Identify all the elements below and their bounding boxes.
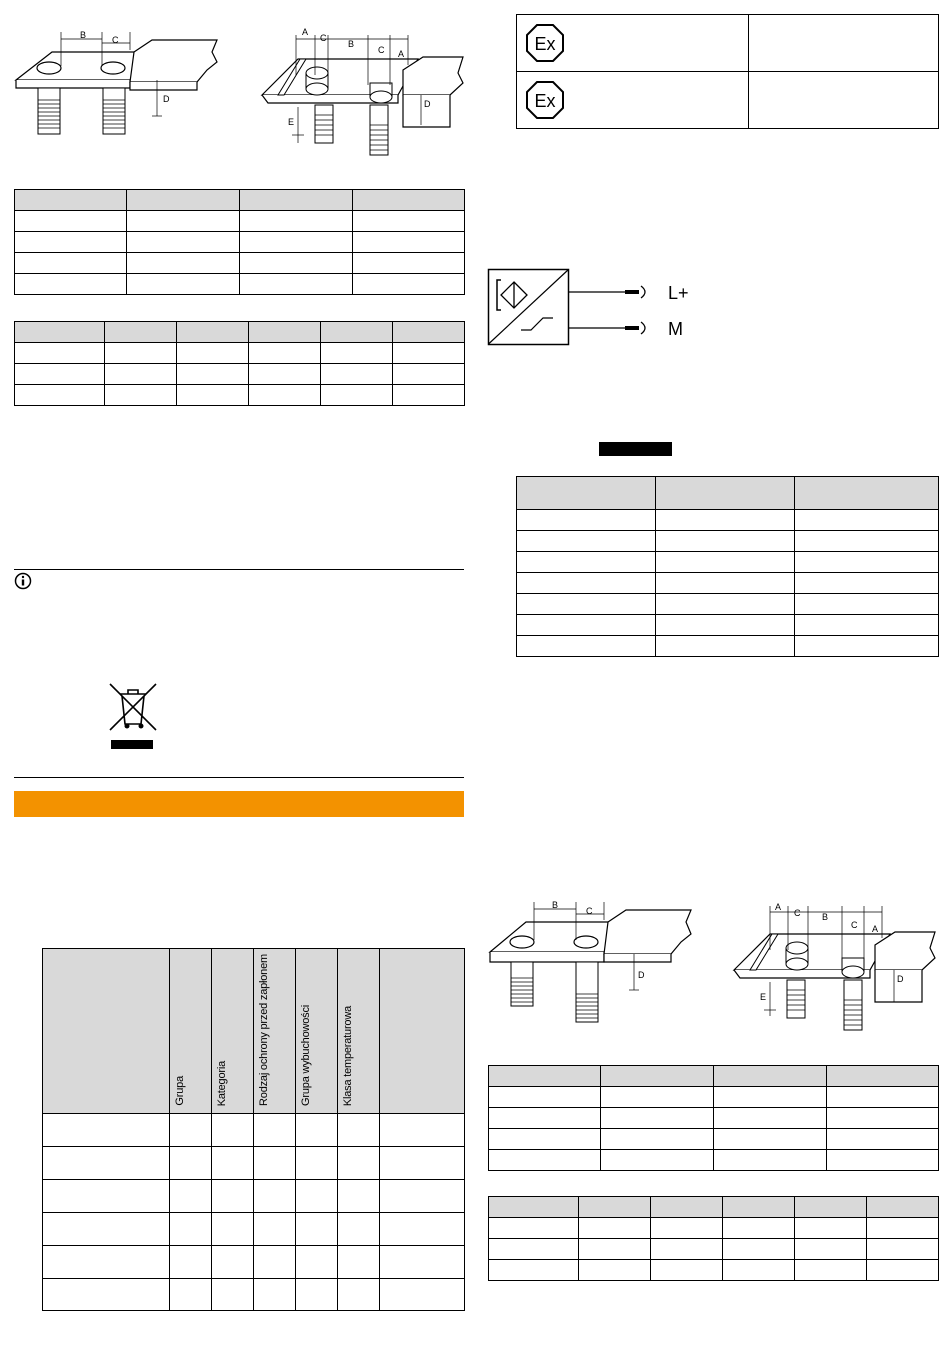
redaction-bar: [599, 442, 672, 456]
table-row: [517, 573, 939, 594]
table-header-cell: [601, 1066, 714, 1087]
mounting-diagram-flush-bottom: [486, 900, 696, 1030]
ex-hexagon-icon: [525, 23, 565, 63]
ex-marking-table: [516, 14, 939, 129]
table-header-cell: [795, 477, 939, 510]
dim-label-c-right: C: [378, 45, 385, 55]
table-header-cell: [249, 322, 321, 343]
distance-table-3: [488, 1065, 939, 1171]
dim-label-c-left: C: [320, 33, 327, 43]
connection-diagram: [487, 268, 707, 348]
terminal-label-m: M: [668, 319, 683, 339]
table-header-cell: [380, 949, 465, 1114]
table-header-cell: [240, 190, 353, 211]
table-header-cell: [517, 477, 656, 510]
dim-label-a-left: A: [302, 27, 309, 37]
table-row: [15, 385, 465, 406]
table-header-cell: [651, 1197, 723, 1218]
table-row: [517, 636, 939, 657]
table-row: [43, 1147, 465, 1180]
table-row: [15, 343, 465, 364]
table-header-cell: [321, 322, 393, 343]
note-divider: [14, 569, 464, 570]
table-row: [489, 1239, 939, 1260]
distance-table-4: [488, 1196, 939, 1281]
table-row: [489, 1129, 939, 1150]
table-header-cell: [795, 1197, 867, 1218]
table-row: [489, 1108, 939, 1129]
terminal-label-l-plus: L+: [668, 283, 689, 303]
table-row: [489, 1218, 939, 1239]
dim-label-c-right: C: [851, 920, 858, 930]
table-row: [43, 1180, 465, 1213]
dim-label-b: B: [348, 39, 355, 49]
dim-label-d: D: [163, 94, 170, 104]
table-header-cell: [827, 1066, 939, 1087]
table-row: [489, 1087, 939, 1108]
info-icon: [14, 572, 32, 590]
table-header-cell: [489, 1066, 601, 1087]
ex-classification-table: [42, 948, 465, 1311]
dim-label-c-left: C: [794, 908, 801, 918]
dim-label-d: D: [638, 970, 645, 980]
table-row: [489, 1260, 939, 1281]
dim-label-b: B: [822, 912, 829, 922]
ex-symbol-text: Ex: [534, 34, 556, 54]
table-row: [15, 364, 465, 385]
table-row: [517, 594, 939, 615]
table-header-cell: [15, 190, 127, 211]
section-divider: [14, 777, 464, 778]
dim-label-a-right: A: [872, 924, 879, 934]
mounting-diagram-flush-left: [12, 30, 222, 150]
table-row: [43, 1246, 465, 1279]
ex-header-temperature-class: Klasa temperaturowa: [338, 949, 380, 1114]
data-table: [516, 476, 939, 657]
ex-header-protection: Rodzaj ochrony przed zapłonem: [254, 949, 296, 1114]
table-row: [517, 510, 939, 531]
table-row: [517, 15, 939, 72]
ex-header-explosion-group: Grupa wybuchowości: [296, 949, 338, 1114]
dim-label-e: E: [760, 992, 767, 1002]
distance-table-1: [14, 189, 465, 295]
ex-hexagon-icon: [525, 80, 565, 120]
dim-label-e: E: [288, 117, 295, 127]
table-row: [517, 72, 939, 129]
table-row: [517, 615, 939, 636]
dim-label-b: B: [80, 30, 87, 40]
table-row: [517, 552, 939, 573]
table-row: [43, 1114, 465, 1147]
table-header-cell: [177, 322, 249, 343]
dim-label-c: C: [112, 35, 119, 45]
mounting-diagram-nonflush-right: [258, 25, 468, 160]
dim-label-a-right: A: [398, 49, 405, 59]
table-row: [517, 531, 939, 552]
table-header-cell: [105, 322, 177, 343]
mounting-diagram-nonflush-bottom: [730, 898, 940, 1038]
dim-label-b: B: [552, 900, 559, 910]
table-header-cell: [656, 477, 795, 510]
table-row: [489, 1150, 939, 1171]
table-header-cell: [127, 190, 240, 211]
table-header-cell: [579, 1197, 651, 1218]
table-row: [43, 1213, 465, 1246]
table-header-cell: [489, 1197, 579, 1218]
ex-header-category: Kategoria: [212, 949, 254, 1114]
crossed-bin-icon: [108, 680, 158, 752]
table-header-cell: [353, 190, 465, 211]
table-header-cell: [15, 322, 105, 343]
table-header-cell: [723, 1197, 795, 1218]
table-row: [43, 1279, 465, 1311]
dim-label-d: D: [897, 974, 904, 984]
table-header-cell: [43, 949, 170, 1114]
table-row: [15, 274, 465, 295]
dim-label-a-left: A: [775, 902, 782, 912]
dim-label-d: D: [424, 99, 431, 109]
section-accent-bar: [14, 791, 464, 817]
distance-table-2: [14, 321, 465, 406]
table-row: [15, 232, 465, 253]
table-header-cell: [867, 1197, 939, 1218]
table-header-cell: [393, 322, 465, 343]
table-row: [15, 253, 465, 274]
dim-label-c: C: [586, 906, 593, 916]
table-row: [15, 211, 465, 232]
ex-header-group: Grupa: [170, 949, 212, 1114]
table-header-cell: [714, 1066, 827, 1087]
ex-symbol-text: Ex: [534, 91, 556, 111]
